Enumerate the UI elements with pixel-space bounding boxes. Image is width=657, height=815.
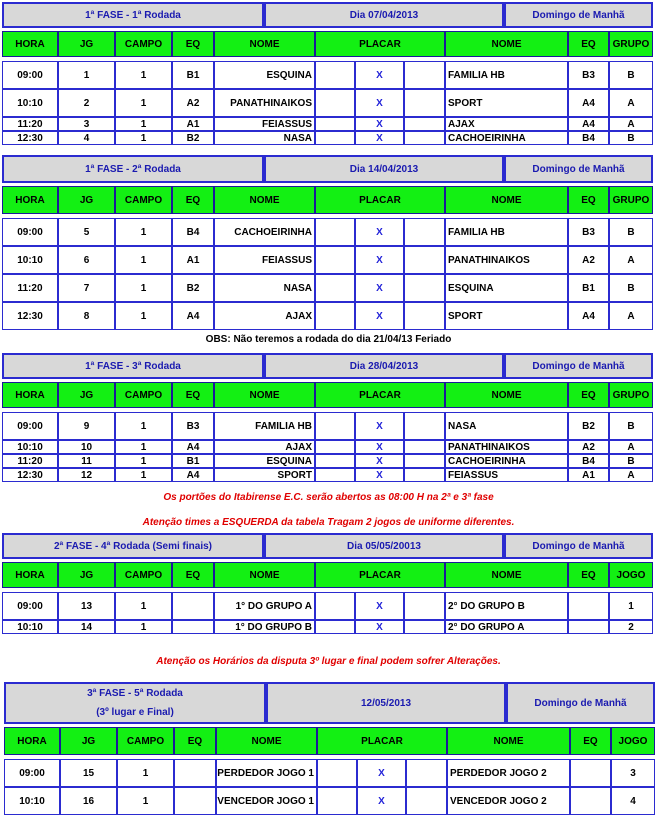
match-row [2, 117, 653, 131]
cell-team-right [570, 759, 611, 787]
score-separator: X [357, 759, 406, 787]
col-header-team-left: EQ [172, 31, 214, 57]
round-date: 12/05/2013 [266, 682, 506, 724]
cell-time: 10:10 [2, 89, 58, 117]
cell-field: 1 [115, 274, 172, 302]
cell-game: 8 [58, 302, 115, 330]
cell-time: 10:10 [2, 440, 58, 454]
col-header-team-left: EQ [172, 186, 214, 214]
score-right [404, 89, 445, 117]
score-right [404, 117, 445, 131]
cell-group: B [609, 61, 653, 89]
cell-time: 10:10 [2, 246, 58, 274]
name-left: FEIASSUS [214, 246, 315, 274]
match-row [2, 454, 653, 468]
cell-team-left: B2 [172, 274, 214, 302]
score-left [315, 117, 355, 131]
cell-field: 1 [115, 218, 172, 246]
cell-team-left: A4 [172, 440, 214, 454]
name-left: NASA [214, 274, 315, 302]
cell-field: 1 [115, 592, 172, 620]
column-header-row [2, 382, 653, 408]
score-separator: X [355, 620, 404, 634]
cell-game: 16 [60, 787, 117, 815]
cell-field: 1 [115, 131, 172, 145]
cell-team-right: B3 [568, 61, 609, 89]
cell-group: A [609, 440, 653, 454]
name-right: CACHOEIRINHA [445, 131, 568, 145]
match-row [4, 759, 655, 787]
cell-field: 1 [115, 440, 172, 454]
cell-team-right: A2 [568, 440, 609, 454]
gates-note: Os portões do Itabirense E.C. serão abertos as 08:00 H na 2ª e 3ª fase [163, 492, 494, 503]
score-right [404, 131, 445, 145]
col-header-time: HORA [4, 727, 60, 755]
cell-team-left: B1 [172, 61, 214, 89]
match-row [2, 246, 653, 274]
round-title: 1ª FASE - 2ª Rodada [2, 155, 264, 183]
cell-team-right: A2 [568, 246, 609, 274]
col-header-name-left: NOME [214, 382, 315, 408]
name-right: SPORT [445, 302, 568, 330]
cell-team-right [568, 620, 609, 634]
name-left: NASA [214, 131, 315, 145]
score-separator: X [355, 246, 404, 274]
round-2-table [2, 155, 653, 330]
cell-time: 09:00 [4, 759, 60, 787]
name-right: SPORT [445, 89, 568, 117]
cell-game: 1 [58, 61, 115, 89]
cell-game: 3 [58, 117, 115, 131]
round-title [4, 682, 266, 724]
score-left [315, 592, 355, 620]
cell-game: 4 [58, 131, 115, 145]
match-row [2, 468, 653, 482]
col-header-score: PLACAR [315, 562, 445, 588]
cell-field: 1 [115, 302, 172, 330]
match-row [2, 620, 653, 634]
col-header-time: HORA [2, 186, 58, 214]
score-separator: X [355, 592, 404, 620]
score-left [315, 218, 355, 246]
col-header-name-right: NOME [445, 186, 568, 214]
name-left: AJAX [214, 440, 315, 454]
score-separator: X [355, 440, 404, 454]
col-header-score: PLACAR [315, 186, 445, 214]
match-row [2, 302, 653, 330]
cell-group: A [609, 89, 653, 117]
col-header-group: GRUPO [609, 382, 653, 408]
cell-group: 1 [609, 592, 653, 620]
round-header [2, 353, 653, 379]
col-header-name-left: NOME [214, 562, 315, 588]
cell-game: 2 [58, 89, 115, 117]
score-separator: X [355, 89, 404, 117]
name-right: FAMILIA HB [445, 61, 568, 89]
col-header-name-right: NOME [445, 382, 568, 408]
cell-team-right: B1 [568, 274, 609, 302]
cell-game: 6 [58, 246, 115, 274]
score-left [317, 787, 357, 815]
cell-field: 1 [115, 89, 172, 117]
round-period: Domingo de Manhã [506, 682, 655, 724]
name-left: ESQUINA [214, 61, 315, 89]
cell-group: B [609, 454, 653, 468]
name-right: ESQUINA [445, 274, 568, 302]
cell-group: A [609, 246, 653, 274]
cell-team-left: A4 [172, 302, 214, 330]
round-title: 1ª FASE - 1ª Rodada [2, 2, 264, 28]
score-separator: X [355, 61, 404, 89]
cell-team-right: B3 [568, 218, 609, 246]
cell-group: A [609, 117, 653, 131]
name-left: CACHOEIRINHA [214, 218, 315, 246]
cell-field: 1 [115, 246, 172, 274]
uniform-note: Atenção times a ESQUERDA da tabela Tragam 2 jogos de uniforme diferentes. [142, 517, 515, 528]
col-header-score: PLACAR [315, 31, 445, 57]
score-left [315, 131, 355, 145]
cell-group: B [609, 218, 653, 246]
col-header-field: CAMPO [117, 727, 174, 755]
col-header-game: JG [58, 31, 115, 57]
score-separator: X [355, 454, 404, 468]
cell-team-right: B4 [568, 454, 609, 468]
score-left [315, 302, 355, 330]
score-separator: X [355, 131, 404, 145]
name-left: SPORT [214, 468, 315, 482]
col-header-field: CAMPO [115, 382, 172, 408]
round-header [4, 682, 655, 724]
cell-time: 11:20 [2, 274, 58, 302]
col-header-score: PLACAR [315, 382, 445, 408]
col-header-time: HORA [2, 31, 58, 57]
name-right: 2° DO GRUPO B [445, 592, 568, 620]
cell-team-right [570, 787, 611, 815]
column-header-row [4, 727, 655, 755]
cell-team-left: B2 [172, 131, 214, 145]
score-separator: X [355, 274, 404, 302]
match-row [4, 787, 655, 815]
cell-time: 12:30 [2, 131, 58, 145]
round-3-table [2, 353, 653, 482]
name-left: PANATHINAIKOS [214, 89, 315, 117]
cell-group: B [609, 274, 653, 302]
col-header-name-right: NOME [445, 562, 568, 588]
cell-game: 10 [58, 440, 115, 454]
score-left [317, 759, 357, 787]
cell-group: A [609, 468, 653, 482]
col-header-team-left: EQ [172, 562, 214, 588]
col-header-game: JG [60, 727, 117, 755]
name-right: VENCEDOR JOGO 2 [447, 787, 570, 815]
cell-field: 1 [115, 620, 172, 634]
col-header-field: CAMPO [115, 562, 172, 588]
name-right: PANATHINAIKOS [445, 440, 568, 454]
score-right [404, 302, 445, 330]
round-subtitle: (3º lugar e Final) [96, 707, 174, 718]
column-header-row [2, 31, 653, 57]
col-header-team-right: EQ [568, 186, 609, 214]
score-left [315, 246, 355, 274]
name-right: AJAX [445, 117, 568, 131]
col-header-score: PLACAR [317, 727, 447, 755]
cell-game: 13 [58, 592, 115, 620]
col-header-group: GRUPO [609, 31, 653, 57]
col-header-game: JG [58, 382, 115, 408]
column-header-row [2, 562, 653, 588]
cell-game: 12 [58, 468, 115, 482]
cell-game: 7 [58, 274, 115, 302]
round-title: 1ª FASE - 3ª Rodada [2, 353, 264, 379]
cell-time: 12:30 [2, 302, 58, 330]
score-left [315, 440, 355, 454]
cell-team-left: B3 [172, 412, 214, 440]
name-right: CACHOEIRINHA [445, 454, 568, 468]
cell-team-right: B4 [568, 131, 609, 145]
col-header-team-right: EQ [568, 382, 609, 408]
name-right: PERDEDOR JOGO 2 [447, 759, 570, 787]
round-period: Domingo de Manhã [504, 2, 653, 28]
cell-team-left: A4 [172, 468, 214, 482]
score-left [315, 468, 355, 482]
cell-field: 1 [115, 117, 172, 131]
round-date: Dia 07/04/2013 [264, 2, 504, 28]
round-header [2, 533, 653, 559]
name-left: PERDEDOR JOGO 1 [216, 759, 317, 787]
cell-team-left: A2 [172, 89, 214, 117]
cell-time: 10:10 [2, 620, 58, 634]
cell-group: A [609, 302, 653, 330]
cell-time: 09:00 [2, 412, 58, 440]
score-left [315, 620, 355, 634]
round-title: 2ª FASE - 4ª Rodada (Semi finais) [2, 533, 264, 559]
cell-team-left [174, 759, 216, 787]
name-left: AJAX [214, 302, 315, 330]
match-row [2, 440, 653, 454]
cell-game: 5 [58, 218, 115, 246]
round-4-table [2, 533, 653, 634]
col-header-team-right: EQ [570, 727, 611, 755]
cell-group: 3 [611, 759, 655, 787]
round-header [2, 2, 653, 28]
score-right [404, 592, 445, 620]
holiday-note: OBS: Não teremos a rodada do dia 21/04/13 Feriado [205, 334, 452, 345]
cell-time: 11:20 [2, 454, 58, 468]
score-left [315, 89, 355, 117]
col-header-time: HORA [2, 382, 58, 408]
cell-game: 11 [58, 454, 115, 468]
match-row [2, 89, 653, 117]
col-header-team-right: EQ [568, 31, 609, 57]
name-right: FAMILIA HB [445, 218, 568, 246]
name-left: ESQUINA [214, 454, 315, 468]
cell-time: 10:10 [4, 787, 60, 815]
match-row [2, 592, 653, 620]
score-left [315, 412, 355, 440]
score-right [404, 246, 445, 274]
cell-group: B [609, 412, 653, 440]
cell-field: 1 [117, 759, 174, 787]
cell-field: 1 [115, 454, 172, 468]
col-header-game: JG [58, 562, 115, 588]
match-row [2, 131, 653, 145]
score-right [404, 468, 445, 482]
score-right [404, 454, 445, 468]
cell-team-right: A4 [568, 302, 609, 330]
score-separator: X [355, 117, 404, 131]
score-separator: X [355, 412, 404, 440]
col-header-team-right: EQ [568, 562, 609, 588]
cell-game: 15 [60, 759, 117, 787]
round-1-table [2, 2, 653, 145]
score-right [404, 440, 445, 454]
cell-team-left: A1 [172, 246, 214, 274]
col-header-name-right: NOME [447, 727, 570, 755]
col-header-game: JG [58, 186, 115, 214]
cell-field: 1 [117, 787, 174, 815]
column-header-row [2, 186, 653, 214]
col-header-team-left: EQ [172, 382, 214, 408]
score-right [404, 218, 445, 246]
name-left: 1° DO GRUPO B [214, 620, 315, 634]
col-header-name-left: NOME [214, 186, 315, 214]
score-separator: X [355, 302, 404, 330]
cell-group: B [609, 131, 653, 145]
match-row [2, 218, 653, 246]
match-row [2, 274, 653, 302]
col-header-group: GRUPO [609, 186, 653, 214]
round-date: Dia 05/05/20013 [264, 533, 504, 559]
cell-group: 4 [611, 787, 655, 815]
name-right: FEIASSUS [445, 468, 568, 482]
score-right [404, 620, 445, 634]
cell-game: 14 [58, 620, 115, 634]
cell-game: 9 [58, 412, 115, 440]
score-separator: X [355, 218, 404, 246]
score-left [315, 454, 355, 468]
col-header-group: JOGO [611, 727, 655, 755]
round-date: Dia 14/04/2013 [264, 155, 504, 183]
round-5-table [4, 682, 655, 815]
name-right: NASA [445, 412, 568, 440]
col-header-name-left: NOME [214, 31, 315, 57]
round-period: Domingo de Manhã [504, 353, 653, 379]
col-header-field: CAMPO [115, 31, 172, 57]
cell-team-left: B1 [172, 454, 214, 468]
cell-team-right [568, 592, 609, 620]
cell-time: 09:00 [2, 61, 58, 89]
name-right: PANATHINAIKOS [445, 246, 568, 274]
cell-team-right: B2 [568, 412, 609, 440]
col-header-group: JOGO [609, 562, 653, 588]
name-left: 1° DO GRUPO A [214, 592, 315, 620]
score-right [404, 274, 445, 302]
name-right: 2° DO GRUPO A [445, 620, 568, 634]
score-right [404, 61, 445, 89]
cell-time: 09:00 [2, 592, 58, 620]
cell-team-right: A4 [568, 117, 609, 131]
cell-field: 1 [115, 61, 172, 89]
col-header-time: HORA [2, 562, 58, 588]
cell-team-left [172, 592, 214, 620]
schedule-note: Atenção os Horários da disputa 3º lugar e final podem sofrer Alterações. [156, 656, 501, 667]
score-separator: X [357, 787, 406, 815]
cell-time: 09:00 [2, 218, 58, 246]
cell-time: 12:30 [2, 468, 58, 482]
col-header-name-left: NOME [216, 727, 317, 755]
cell-team-left [172, 620, 214, 634]
match-row [2, 412, 653, 440]
cell-team-left [174, 787, 216, 815]
col-header-name-right: NOME [445, 31, 568, 57]
cell-time: 11:20 [2, 117, 58, 131]
cell-group: 2 [609, 620, 653, 634]
name-left: FEIASSUS [214, 117, 315, 131]
cell-team-left: B4 [172, 218, 214, 246]
score-right [404, 412, 445, 440]
score-left [315, 61, 355, 89]
name-left: FAMILIA HB [214, 412, 315, 440]
round-period: Domingo de Manhã [504, 155, 653, 183]
score-separator: X [355, 468, 404, 482]
name-left: VENCEDOR JOGO 1 [216, 787, 317, 815]
cell-team-right: A1 [568, 468, 609, 482]
score-right [406, 787, 447, 815]
score-left [315, 274, 355, 302]
round-header [2, 155, 653, 183]
round-title-text: 3ª FASE - 5ª Rodada [87, 688, 183, 699]
col-header-team-left: EQ [174, 727, 216, 755]
match-row [2, 61, 653, 89]
score-right [406, 759, 447, 787]
cell-field: 1 [115, 468, 172, 482]
round-date: Dia 28/04/2013 [264, 353, 504, 379]
cell-field: 1 [115, 412, 172, 440]
round-period: Domingo de Manhã [504, 533, 653, 559]
cell-team-right: A4 [568, 89, 609, 117]
cell-team-left: A1 [172, 117, 214, 131]
col-header-field: CAMPO [115, 186, 172, 214]
